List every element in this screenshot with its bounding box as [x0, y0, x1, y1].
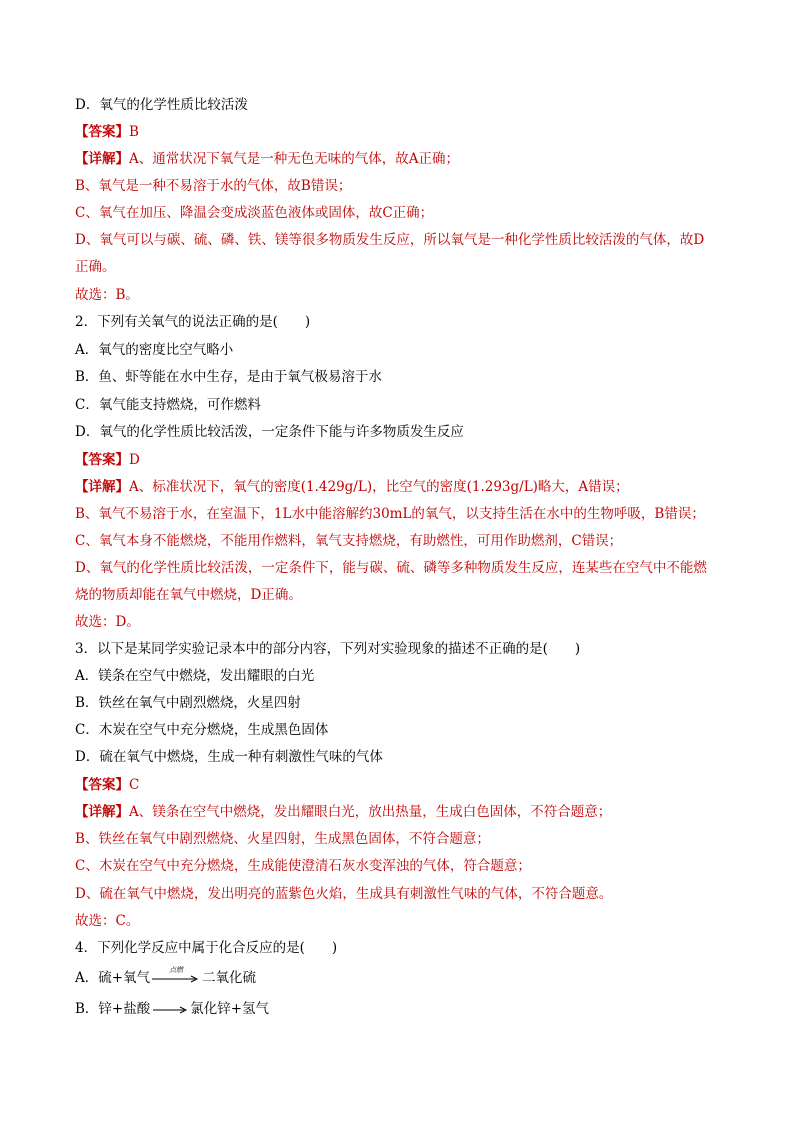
q3-detail-line: 故选：C。 [75, 913, 140, 929]
arrow-icon [152, 1003, 188, 1017]
q2-option-b: B．鱼、虾等能在水中生存，是由于氧气极易溶于水 [75, 369, 382, 385]
q4-option-b: B．锌+盐酸 氯化锌+氢气 [75, 1001, 270, 1017]
q3-answer [75, 776, 725, 794]
q1-answer [75, 123, 725, 141]
q1-detail-line: 故选：B。 [75, 287, 139, 303]
answer-label: 【答案】 [75, 124, 129, 140]
detail-label: 【详解】 [75, 479, 129, 495]
q2-detail-line: 故选：D。 [75, 614, 140, 630]
q3-option-c: C．木炭在空气中充分燃烧，生成黑色固体 [75, 722, 329, 738]
q3-option-d: D．硫在氧气中燃烧，生成一种有刺激性气味的气体 [75, 749, 383, 765]
q3-detail-line: 【详解】A、镁条在空气中燃烧，发出耀眼白光，放出热量，生成白色固体，不符合题意； [75, 804, 612, 820]
q4-option-a: A．硫+氧气 点燃 二氧化硫 [75, 965, 257, 986]
detail-label: 【详解】 [75, 151, 129, 167]
q3-detail-line: D、硫在氧气中燃烧，发出明亮的蓝紫色火焰，生成具有刺激性气味的气体，不符合题意。 [75, 886, 613, 902]
q4-stem: 4．下列化学反应中属于化合反应的是( ) [75, 940, 338, 956]
q3-option-a: A．镁条在空气中燃烧，发出耀眼的白光 [75, 668, 315, 684]
q1-detail-line: B、氧气是一种不易溶于水的气体，故B错误； [75, 178, 352, 194]
q2-option-a: A．氧气的密度比空气略小 [75, 342, 234, 358]
q2-detail-line: B、氧气不易溶于水，在室温下，1L水中能溶解约30mL的氧气，以支持生活在水中的生物呼吸，B错误； [75, 506, 705, 522]
answer-label: 【答案】 [75, 452, 129, 468]
q2-option-c: C．氧气能支持燃烧，可作燃料 [75, 397, 261, 413]
q1-detail-line: D、氧气可以与碳、硫、磷、铁、镁等很多物质发生反应，所以氧气是一种化学性质比较活泼的气体，故D [75, 232, 705, 248]
q2-detail-line: C、氧气本身不能燃烧，不能用作燃料，氧气支持燃烧，有助燃性，可用作助燃剂，C错误； [75, 533, 623, 549]
q2-stem: 2．下列有关氧气的说法正确的是( ) [75, 314, 311, 330]
reaction-arrow [152, 965, 200, 986]
q1-option-d: D．氧气的化学性质比较活泼 [75, 97, 248, 113]
arrow-icon [152, 975, 200, 983]
q2-detail-line: D、氧气的化学性质比较活泼，一定条件下，能与碳、硫、磷等多种物质发生反应，连某些在空气中不能燃 [75, 560, 707, 576]
answer-value: D [129, 452, 140, 468]
q3-detail-line: B、铁丝在氧气中剧烈燃烧、火星四射，生成黑色固体，不符合题意； [75, 831, 490, 847]
q1-detail-line: 正确。 [75, 259, 116, 275]
q3-detail-line: C、木炭在空气中充分燃烧，生成能使澄清石灰水变浑浊的气体，符合题意； [75, 858, 531, 874]
q3-stem: 3．以下是某同学实验记录本中的部分内容，下列对实验现象的描述不正确的是( ) [75, 641, 581, 657]
answer-value: C [129, 777, 140, 793]
answer-value: B [129, 124, 139, 140]
reaction-condition: 点燃 [169, 965, 184, 974]
q3-option-b: B．铁丝在氧气中剧烈燃烧，火星四射 [75, 695, 301, 711]
q2-option-d: D．氧气的化学性质比较活泼，一定条件下能与许多物质发生反应 [75, 424, 464, 440]
q1-detail-line: C、氧气在加压、降温会变成淡蓝色液体或固体，故C正确； [75, 205, 434, 221]
detail-label: 【详解】 [75, 804, 129, 820]
q2-detail-line: 烧的物质却能在氧气中燃烧，D正确。 [75, 587, 302, 603]
answer-label: 【答案】 [75, 777, 129, 793]
q2-detail-line: 【详解】A、标准状况下，氧气的密度(1.429g/L)，比空气的密度(1.293g/L)略大，A错误； [75, 479, 629, 495]
q2-answer [75, 451, 725, 469]
q1-detail-line: 【详解】A、通常状况下氧气是一种无色无味的气体，故A正确； [75, 151, 459, 167]
